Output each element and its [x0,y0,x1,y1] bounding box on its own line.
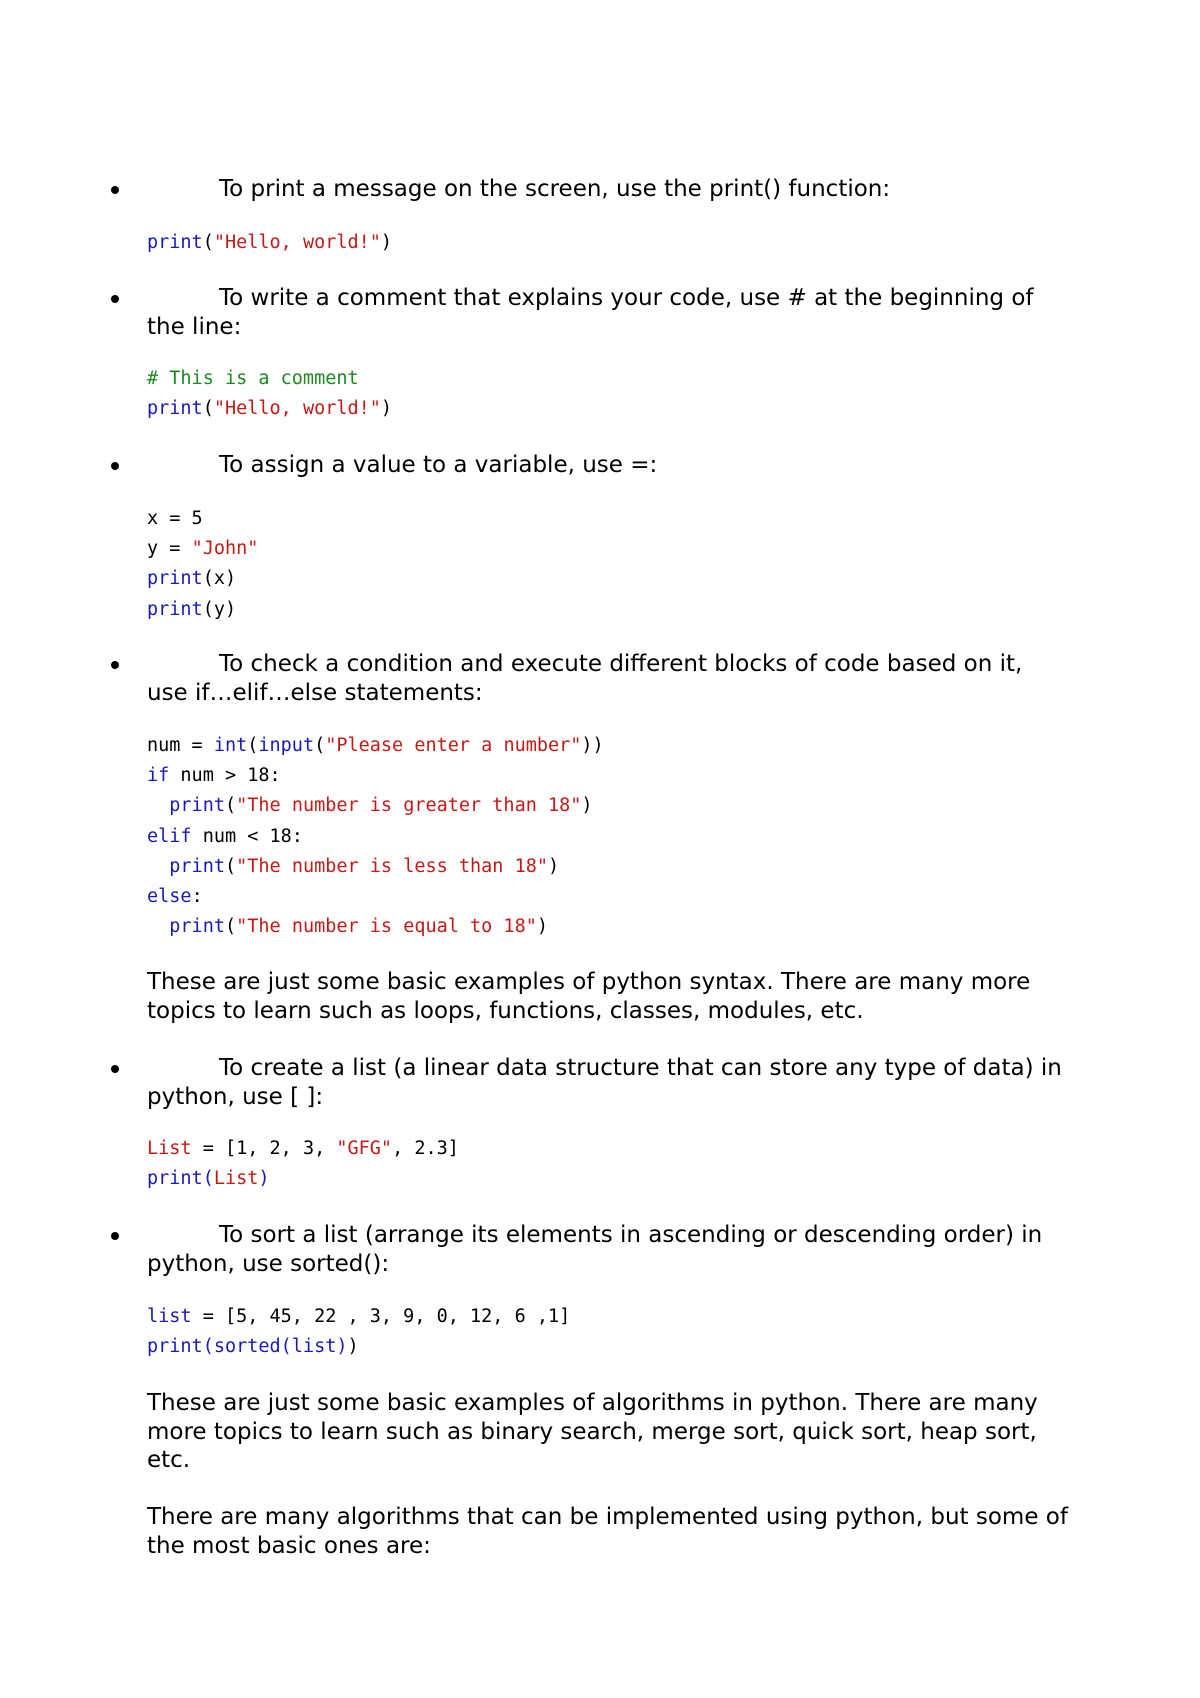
code-line [147,912,604,942]
code-text: y = [147,538,192,560]
bullet-dot-icon [111,186,119,194]
code-text: ( [314,735,326,756]
code-text: ) [536,916,548,938]
code-keyword: print [169,795,225,817]
bullet-item [147,451,1067,480]
code-line [147,1302,570,1332]
code-string: "GFG" [336,1138,393,1159]
code-string: List [213,1168,259,1190]
code-line [147,1134,459,1164]
code-text: , 2.3] [392,1138,459,1159]
code-line [147,595,258,625]
code-keyword: ( [202,1168,214,1190]
bullet-item [147,284,1067,342]
code-text: : [191,885,203,907]
code-line [147,1332,570,1362]
code-text: ) [548,855,560,877]
code-keyword: print [147,232,203,253]
code-line [147,731,604,761]
code-block [147,504,258,625]
code-text: ( [202,398,214,420]
code-keyword: print(sorted(list) [147,1336,348,1358]
body-paragraph: These are just some basic examples of algorithms in python. There are many more topics to learn such as binary search, merge sort, quick sort, heap sort, etc. [147,1390,1038,1473]
code-line [147,882,604,912]
bullet-dot-icon [111,1232,119,1240]
code-text: ) [581,795,593,817]
code-block [147,364,392,424]
code-string: "The number is equal to 18" [236,916,537,938]
bullet-text: To print a message on the screen, use the print() function: [219,176,891,202]
code-keyword: print [147,1168,203,1190]
code-text: = [1, 2, 3, [191,1138,337,1159]
code-block [147,731,604,942]
code-keyword: print [169,855,225,877]
code-text: num > 18: [169,765,281,787]
code-line [147,822,604,852]
body-paragraph: These are just some basic examples of python syntax. There are many more topics to learn such as loops, functions, classes, modules, etc. [147,969,1031,1024]
code-text: (x) [202,568,237,590]
code-keyword: input [258,735,315,756]
code-line [147,852,604,882]
code-line [147,1164,459,1194]
bullet-text: To assign a value to a variable, use =: [219,452,658,478]
bullet-item [147,1221,1067,1279]
code-text: = [5, 45, 22 , 3, 9, 0, 12, 6 ,1] [191,1306,571,1327]
code-line [147,504,258,534]
code-text: ) [347,1336,359,1358]
code-string: "Please enter a number" [325,735,582,756]
bullet-text: To write a comment that explains your code, use # at the beginning of the line: [147,285,1034,340]
code-text: ( [224,795,237,817]
code-text: ( [224,855,237,877]
code-text: ( [247,735,259,756]
code-text: (y) [202,598,237,620]
bullet-text: To create a list (a linear data structure that can store any type of data) in python, use [ ]: [147,1055,1062,1110]
body-paragraph: There are many algorithms that can be implemented using python, but some of the most basic ones are: [147,1504,1068,1559]
code-text: )) [581,735,604,756]
code-keyword: print [147,598,203,620]
code-keyword: print [169,916,225,938]
code-keyword: print [147,398,203,420]
code-keyword: int [213,735,248,756]
bullet-item [147,650,1067,708]
code-text [147,856,169,877]
code-block [147,1134,459,1194]
bullet-text: To check a condition and execute different blocks of code based on it, use if…elif…else statements: [147,651,1023,706]
code-keyword: else [147,885,192,907]
code-block [147,228,392,258]
code-text [147,916,169,937]
code-text: ( [202,232,214,253]
code-text: ( [224,916,237,938]
code-keyword: print [147,568,203,590]
code-keyword: list [147,1306,192,1327]
code-text [147,795,169,816]
code-comment: # This is a comment [147,368,359,389]
code-block [147,1302,570,1362]
code-string: "The number is less than 18" [236,855,548,877]
code-text: num < 18: [191,825,303,847]
code-keyword: ) [258,1168,270,1190]
bullet-text: To sort a list (arrange its elements in ascending or descending order) in python, use sorted(): [147,1222,1043,1277]
code-line [147,228,392,258]
code-string: "Hello, world!" [213,398,381,420]
code-text: x = 5 [147,508,203,529]
bullet-dot-icon [111,1065,119,1073]
code-string: "The number is greater than 18" [236,795,582,817]
code-text: ) [380,398,393,420]
code-keyword: elif [147,825,192,847]
code-keyword: if [147,765,170,787]
bullet-item [147,1054,1067,1112]
code-string: List [147,1138,192,1159]
code-text: num = [147,735,214,756]
bullet-dot-icon [111,295,119,303]
code-line [147,534,258,564]
code-line [147,791,604,821]
code-line [147,394,392,424]
bullet-dot-icon [111,462,119,470]
code-line [147,761,604,791]
code-string: "Hello, world!" [213,232,381,253]
bullet-dot-icon [111,661,119,669]
bullet-item [147,175,1067,204]
code-text: ) [380,232,393,253]
code-line [147,364,392,394]
code-string: "John" [191,538,259,560]
code-line [147,564,258,594]
